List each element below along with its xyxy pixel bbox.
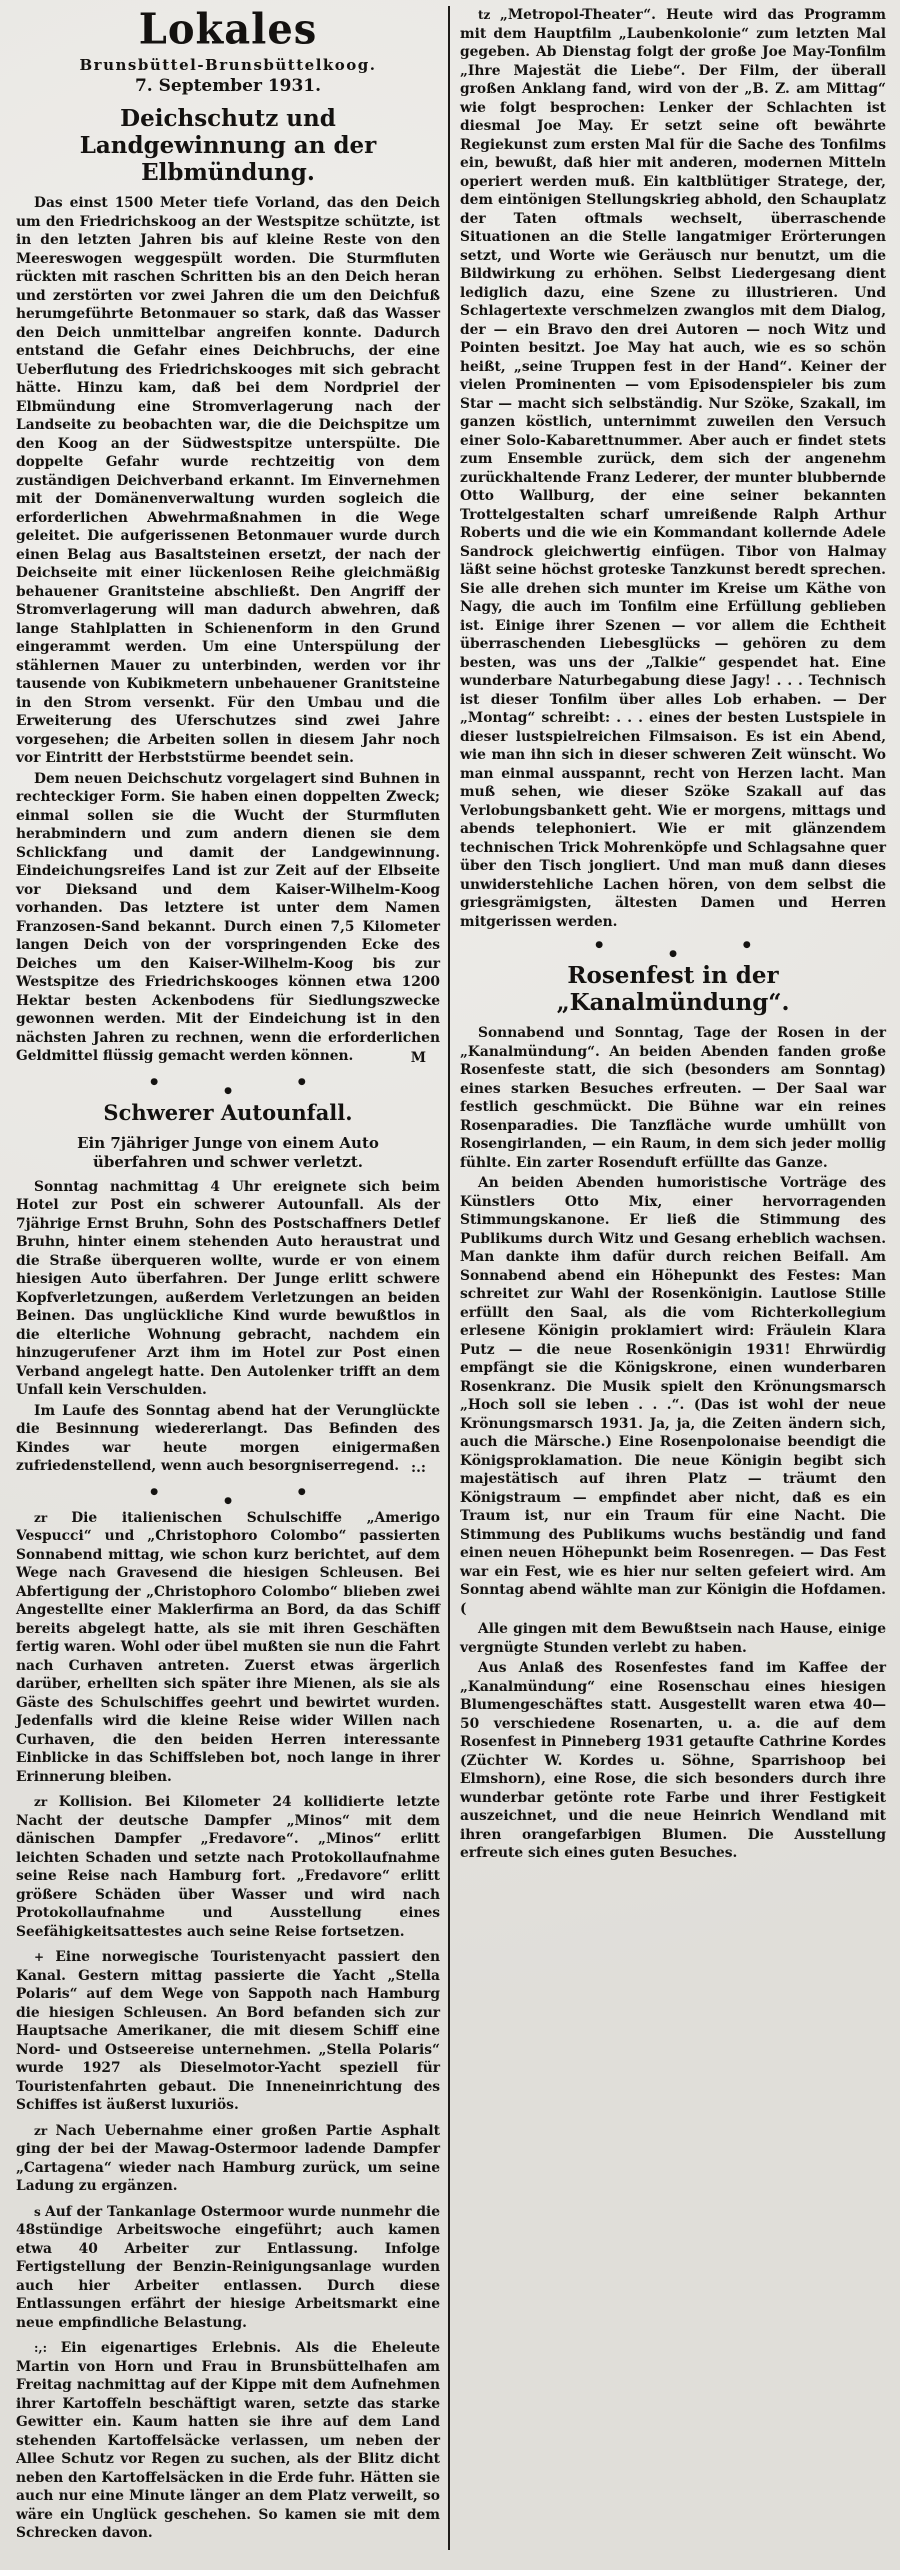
paragraph — [460, 1024, 886, 1172]
paragraph — [460, 6, 886, 931]
article-headline: Rosenfest in der „Kanalmündung“. — [556, 962, 790, 1016]
item-marker: s — [34, 2204, 45, 2219]
article-headline: Deichschutz und Landgewinnung an der Elbmündung. — [79, 105, 377, 186]
paragraph — [16, 770, 440, 1066]
local-news-items — [16, 1509, 440, 2543]
item-lead: Nach Uebernahme einer großen Partie Asphalt — [55, 2122, 440, 2139]
article-rosenfest — [460, 962, 886, 1863]
dateline-date: 7. September 1931. — [134, 75, 322, 96]
separator-dot: ● — [224, 1085, 232, 1096]
left-column — [16, 6, 450, 2550]
separator-dot: ● — [297, 1076, 306, 1087]
article-body — [16, 1178, 440, 1476]
item-lead: Ein eigenartiges Erlebnis. — [60, 2340, 296, 2356]
article-autounfall — [16, 1099, 440, 1478]
item-marker: zr — [34, 1510, 72, 1525]
item-marker: :,: — [34, 2341, 61, 2355]
item-lead: Auf der Tankanlage Ostermoor — [44, 2203, 289, 2220]
item-marker: zr — [34, 2123, 56, 2138]
paragraph — [16, 1402, 440, 1476]
article-deichschutz — [16, 105, 440, 1068]
paragraph-text: Dem neuen Deichschutz vorgelagert sind Buhnen in rechteckiger Form. Sie haben einen doppelten Zweck; einmal sollen sie die Wucht der Sturmfluten herabmindern und zum andern dienen sie dem Schlickfang und damit der Landgewinnung. Eindeichungsreifes Land ist zur Zeit auf der Elbseite vor Dieksand und dem Kaiser-Wilhelm-Koog vorhanden. Das letztere ist unter dem Namen Franzosen-Sand bekannt. Durch einen 7,5 Kilometer langen Deich von der vorspringenden Ecke des Deiches um den Kaiser-Wilhelm-Koog bis zur Westspitze des Friedrichskooges können etwa 1200 Hektar besten Ackenbodens für Siedlungszwecke gewonnen werden. Mit der Eindeichung ist in den nächsten Jahren zu rechnen, wenn die erforderlichen Geldmittel flüssig gemacht werden können. — [16, 770, 440, 1064]
item-lead: Eine norwegische Touristenyacht passiert den Kanal. — [16, 1949, 441, 1984]
item-lead: Die italienischen Schulschiffe „Amerigo Vespucci“ und „Christophoro Colombo“ — [16, 1509, 440, 1544]
article-body — [16, 194, 440, 1066]
section-separator — [16, 1486, 440, 1506]
item-marker: + — [34, 1950, 56, 1964]
paragraph-text: Alle gingen mit dem Bewußtsein nach Hause, einige vergnügte Stunden verlebt zu haben. — [460, 1621, 886, 1656]
section-separator — [460, 940, 886, 959]
dateline-place: Brunsbüttel-Brunsbüttelkoog. — [79, 56, 377, 74]
paragraph — [16, 194, 440, 768]
article-subheadline: Ein 7jähriger Junge von einem Auto überfahren und schwer verletzt. — [77, 1133, 379, 1171]
paragraph-text: Gestern mittag passierte die Yacht „Stella Polaris“ auf dem Wege von Sappoth nach Hamburg die hiesigen Schleusen. An Bord befanden sich zur Hauptsache Amerikaner, die mit diesem Schiff eine Nord- und Ostseereise unternehmen. „Stella Polaris“ wurde 1927 als Dieselmotor-Yacht speziell für Touristenfahrten gebaut. Die Inneneinrichtung des Schiffes ist äußerst luxuriös. — [16, 1967, 440, 2113]
item-lead: Kollision. — [58, 1794, 145, 1810]
paragraph — [16, 1948, 440, 2115]
paragraph-text: ging der bei der Mawag-Ostermoor ladende Dampfer „Cartagena“ wieder nach Hamburg zurück, um seine Ladung zu ergänzen. — [16, 2141, 440, 2194]
article-body — [460, 1024, 886, 1863]
paragraph-text: Sonntag nachmittag 4 Uhr ereignete sich beim Hotel zur Post ein schwerer Autounfall. Als der 7jährige Ernst Bruhn, Sohn des Postschaffners Detlef Bruhn, hinter einem stehenden Auto heraustrat und die Straße überqueren wollte, wurde er von einem hiesigen Auto überfahren. Der Junge erlitt schwere Kopfverletzungen, außerdem Verletzungen an beiden Beinen. Das unglückliche Kind wurde bewußtlos in die elterliche Wohnung gebracht, nachdem ein hinzugerufener Arzt ihm im Hotel zur Post einen Verband angelegt hatte. Den Autolenker trifft an dem Unfall kein Verschulden. — [16, 1178, 440, 1398]
separator-dot: ● — [742, 940, 751, 950]
paragraph-text: Heute wird das Programm mit dem Hauptfilm „Laubenkolonie“ zum letzten Mal gegeben. Ab Dienstag folgt der große Joe May-Tonfilm „Ihre Majestät die Liebe“. Der Film, der überall großen Anklang fand, wird von der „B. Z. am Mittag“ wie folgt besprochen: Lenker der Schlachten ist diesmal Joe May. Er setzt seine oft bewährte Regiekunst zum ersten Mal für die Sache des Tonfilms ein, bewußt, daß hier mit anderen, modernen Mitteln operiert werden muß. Ein kaltblütiger Stratege, der, dem eintönigen Stellungskrieg abhold, den Schauplatz der Taten oftmals wechselt, überraschende Situationen an die Stelle langatmiger Erörterungen setzt, und Worte wie Geräusch nur benutzt, um die Bildwirkung zu erhöhen. Selbst Liedergesang dient lediglich dazu, eine Szene zu illustrieren. Und Schlagertexte verschmelzen zwanglos mit dem Dialog, der — ein Bravo den drei Autoren — noch Witz und Pointen besitzt. Joe May hat auch, wie es so schön heißt, „seine Truppen fest in der Hand“. Keiner der vielen Prominenten — vom Episodenspieler bis zum Star — macht sich selbständig. Nur Szöke, Szakall, im ganzen köstlich, unternimmt zuweilen den Versuch einer Solo-Kabarettnummer. Aber auch er findet stets zum Ensemble zurück, dem sich der angenehm zurückhaltende Franz Lederer, der munter blubbernde Otto Wallburg, der eine seiner bekannten Trottelgestalten scharf umreißende Ralph Arthur Roberts und die wie ein Kommandant kollernde Adele Sandrock gleichwertig einfügen. Tibor von Halmay läßt seine höchst groteske Tanzkunst beredt sprechen. Sie alle drehen sich munter im Kreise um Käthe von Nagy, die auch im Tonfilm eine Erfüllung geblieben ist. Einige ihrer Szenen — vor allem die Echtheit überraschenden Liebesglücks — gehören zu dem besten, was uns der „Talkie“ gespendet hat. Eine wunderbare Naturbegabung diese Jagy! . . . Technisch ist dieser Tonfilm über alles Lob erhaben. — Der „Montag“ schreibt: . . . eines der besten Lustspiele in dieser lustspielreichen Filmsaison. Es ist ein Abend, wie man ihn sich in dieser schweren Zeit wünscht. Wo man einmal ausspannt, recht von Herzen lacht. Man muß sehen, wie dieser Szöke Szakall auf das Verlobungsbankett geht. Wie er morgens, mittags und abends telephoniert. Wie er mit glänzendem technischen Trick Mohrenköpfe und Schlagsahne quer über den Tisch jongliert. Und man muß dann dieses unwiderstehliche Lachen hören, von dem selbst die griesgrämigsten, ältesten Damen und Herren mitgerissen werden. — [460, 7, 886, 930]
item-marker: tz — [478, 8, 500, 22]
right-column — [450, 6, 886, 2550]
separator-dot: ● — [150, 1076, 159, 1087]
article-signature: M — [410, 1050, 426, 1066]
paragraph — [16, 1178, 440, 1400]
paragraph-text: wurde nunmehr die 48stündige Arbeitswoche eingeführt; auch kamen etwa 40 Arbeiter zur Entlassung. Infolge Fertigstellung der Benzin-Reinigungsanlage wurden auch hier Arbeiter entlassen. Durch diese Entlassungen erfährt der hiesige Arbeitsmarkt eine neue empfindliche Belastung. — [16, 2203, 440, 2331]
paragraph-text: Im Laufe des Sonntag abend hat der Verunglückte die Besinnung wiedererlangt. Das Befinden des Kindes war heute morgen einigermaßen zufriedenstellend, wenn auch besorgniserregend. — [16, 1402, 440, 1474]
paragraph — [460, 1174, 886, 1618]
separator-dot: ● — [224, 1495, 232, 1506]
section-separator — [16, 1076, 440, 1096]
separator-dot: ● — [595, 940, 604, 950]
paragraph — [460, 1659, 886, 1863]
paragraph — [16, 2339, 440, 2543]
paragraph — [16, 1793, 440, 1941]
article-end-mark: :.: — [411, 1460, 426, 1476]
paragraph-text: Sonnabend und Sonntag, Tage der Rosen in der „Kanalmündung“. An beiden Abenden fanden große Rosenfeste statt, die sich (besonders am Sonntag) eines starken Besuches erfreuten. — Der Saal war festlich geschmückt. Die Bühne war ein reines Rosenparadies. Die Tanzfläche wurde umhüllt von Rosengirlanden, — ein Raum, in dem sich jeder mollig fühlte. Ein zarter Rosenduft erfüllte das Ganze. — [460, 1025, 886, 1171]
paragraph-text: Bei Kilometer 24 kollidierte letzte Nacht der deutsche Dampfer „Minos“ mit dem dänischen Dampfer „Fredavore“. „Minos“ erlitt leichten Schaden und setzte nach Protokollaufnahme seine Reise nach Hamburg fort. „Fredavore“ erlitt größere Schäden über Wasser und wird nach Protokollaufnahme und Ausstellung eines Seefähigkeitsattestes auch seine Reise fortsetzen. — [16, 1794, 440, 1940]
separator-dot: ● — [150, 1486, 159, 1497]
separator-dot: ● — [297, 1486, 306, 1497]
item-marker: zr — [34, 1795, 59, 1809]
separator-dot: ● — [669, 949, 677, 959]
paragraph-text: Als die Eheleute Martin von Horn und Frau in Brunsbüttelhafen am Freitag nachmittag auf der Kippe mit dem Aufnehmen ihrer Kartoffeln beschäftigt waren, setzte das starke Gewitter ein. Kaum hatten sie ihre auf dem Land stehenden Kartoffelsäcke verlassen, um neben der Allee Schutz vor Regen zu suchen, als der Blitz dicht neben den Kartoffelsäcken in die Erde fuhr. Hätten sie auch nur eine Minute länger an dem Platz verweilt, so wäre ein Unglück geschehen. So kamen sie mit dem Schrecken davon. — [16, 2340, 441, 2541]
item-lead: „Metropol-Theater“. — [499, 7, 667, 23]
article-headline: Schwerer Autounfall. — [103, 1099, 353, 1125]
paragraph-text: Aus Anlaß des Rosenfestes fand im Kaffee der „Kanalmündung“ eine Rosenschau eines hiesigen Blumengeschäftes statt. Ausgestellt waren etwa 40—50 verschiedene Rosenarten, u. a. die auf dem Rosenfest in Pinneberg 1931 getaufte Cathrine Kordes (Züchter W. Kordes u. Söhne, Sparrishoop bei Elmshorn), eine Rose, die sich besonders durch ihre wunderbar getönte rote Farbe und ihrer Festigkeit auszeichnet, und die neue Heinrich Wendland mit ihren orangefarbigen Blumen. Die Ausstellung erfreute sich eines guten Besuches. — [460, 1660, 886, 1861]
paragraph-text: Das einst 1500 Meter tiefe Vorland, das den Deich um den Friedrichskoog an der Westspitze schützte, ist in den letzten Jahren bis auf kleine Reste von den Meereswogen weggespült worden. Die Sturmfluten rückten mit raschen Schritten bis an den Deich heran und zerstörten vor zwei Jahren die um den Deichfuß herumgeführte Betonmauer so stark, daß das Wasser den Deich unmittelbar angreifen konnte. Dadurch entstand die Gefahr eines Deichbruchs, der eine Ueberflutung des Friedrichskooges mit sich gebracht hätte. Hinzu kam, daß bei dem Nordpriel der Elbmündung eine Stromverlagerung nach der Landseite zu beobachten war, die die Deichspitze um den Koog an der Südwestspitze unterspülte. Die doppelte Gefahr wurde rechtzeitig von dem zuständigen Deichverband erkannt. Im Einvernehmen mit der Domänenverwaltung wurden sogleich die erforderlichen Abwehrmaßnahmen in die Wege geleitet. Die aufgerissenen Betonmauer wurde durch einen Belag aus Basaltsteinen ersetzt, der nach der Deichseite mit einer lückenlosen Reihe gleichmäßig behauener Granitsteine abschließt. Den Angriff der Stromverlagerung will man dadurch abwehren, daß lange Stahlplatten in Schienenform in den Grund eingerammt werden. Um eine Unterspülung der stählernen Mauer zu unterbinden, werden vor ihr tausende von Kubikmetern unbehauener Granitsteine in den Strom versenkt. Für den Umbau und die Erweiterung des Uferschutzes sind zwei Jahre vorgesehen; die Arbeiten sollen in diesem Jahr noch vor Eintritt der Herbststürme beendet sein. — [16, 195, 440, 766]
article-body — [460, 6, 886, 931]
paragraph — [460, 1620, 886, 1657]
paragraph — [16, 2203, 440, 2333]
section-title: Lokales — [138, 4, 318, 55]
paragraph-text: passierten Sonnabend mittag, wie schon kurz berichtet, auf dem Wege nach Gravesend die hiesigen Schleusen. Bei Abfertigung der „Christophoro Colombo“ blieben zwei Angestellte einer Maklerfirma an Bord, da das Schiff bereits abgelegt hatte, als sie mit ihren Geschäften fertig waren. Wohl oder übel mußten sie nun die Fahrt nach Curhaven antreten. Zuerst etwas ärgerlich darüber, erhellten sich später ihre Mienen, als sie als Gäste des Schulschiffes geehrt und bewirtet wurden. Jedenfalls wird die kleine Reise wider Willen nach Curhaven, die den beiden Herren interessante Einblicke in das Schiffsleben bot, noch lange in ihrer Erinnerung bleiben. — [16, 1528, 440, 1785]
paragraph — [16, 2122, 440, 2196]
article-metropol-theater — [460, 6, 886, 931]
paragraph-text: An beiden Abenden humoristische Vorträge des Künstlers Otto Mix, einer hervorragenden Stimmungskanone. Er ließ die Stimmung des Publikums durch Witz und Gesang erheblich wachsen. Man dankte ihm dafür durch reichen Beifall. Am Sonnabend abend ein Höhepunkt des Festes: Man schreitet zur Wahl der Rosenkönigin. Lautlose Stille erfüllt den Saal, als die vom Richterkollegium erlesene Königin proklamiert wird: Fräulein Klara Putz — die neue Rosenkönigin 1931! Ehrwürdig empfängt sie die Königskrone, einen wunderbaren Rosenkranz. Die Musik spielt den Krönungsmarsch „Hoch soll sie leben . . .“. (Das ist wohl der neue Krönungsmarsch 1931. Ja, ja, die Zeiten ändern sich, auch die Märsche.) Eine Rosenpolonaise beendigt die Königsproklamation. Die neue Königin begibt sich majestätisch auf ihren Platz — träumt den Königstraum — empfindet aber nicht, daß es ein Traum ist, nur ein Traum für eine Nacht. Die Stimmung des Publikums wuchs beständig und fand einen neuen Höhepunkt beim Rosenregen. — Das Fest war ein Fest, wie es hier nur selten gefeiert wird. Am Sonntag abend wählte man zur Königin die Hofdamen. ( — [460, 1175, 886, 1617]
paragraph — [16, 1509, 440, 1787]
